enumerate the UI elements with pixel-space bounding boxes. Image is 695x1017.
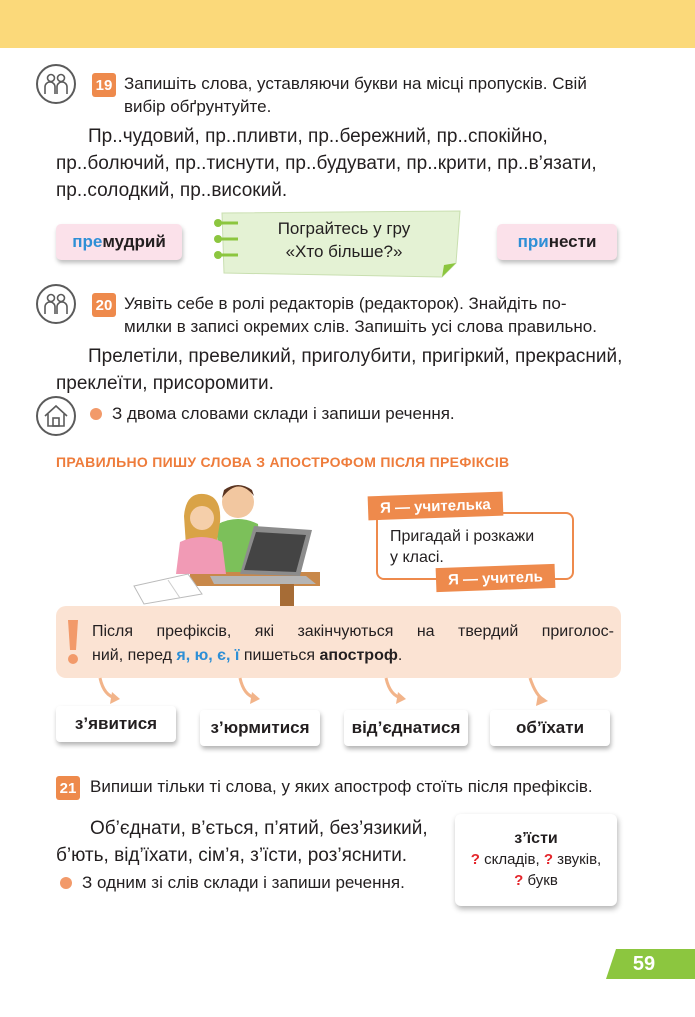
word-rest: нести xyxy=(548,232,597,251)
note-line: Пограйтесь у гру xyxy=(277,219,411,238)
children-laptop-illustration xyxy=(130,476,320,606)
exercise-number: 21 xyxy=(56,776,80,800)
teacher-label-female: Я — учителька xyxy=(368,492,503,521)
rule-text: ний, перед xyxy=(92,647,177,664)
homework-task xyxy=(90,404,455,424)
example-word: об’їхати xyxy=(490,710,610,746)
analysis-line xyxy=(455,870,617,891)
prefix: при xyxy=(517,232,549,251)
rule-line: Після префіксів, які закінчуються на твердий приголос- xyxy=(92,623,614,640)
arrows xyxy=(90,676,570,710)
analysis-text: складів, xyxy=(479,851,544,868)
rule-letters: я, ю, є, ї xyxy=(176,647,240,664)
exercise-instruction xyxy=(124,72,664,118)
page-number-tab xyxy=(606,949,695,979)
exercise-number: 20 xyxy=(92,293,116,317)
subtask-text: З одним зі слів склади і запиши речення. xyxy=(82,873,405,892)
text-line: б’ють, від’їхати, сім’я, з’їсти, роз’яснити. xyxy=(56,845,408,866)
instruction-line: Уявіть себе в ролі редакторів (редакторок). Знайдіть по- xyxy=(124,294,567,313)
top-banner xyxy=(0,0,695,48)
rule-text: пишеться xyxy=(239,647,320,664)
text-line: преклеїти, присоромити. xyxy=(56,373,274,394)
analysis-text: букв xyxy=(523,872,558,889)
pair-work-icon xyxy=(36,284,76,324)
analysis-word: з’їсти xyxy=(514,830,558,847)
question-mark: ? xyxy=(514,872,524,889)
question-mark: ? xyxy=(543,851,553,868)
bullet-dot xyxy=(90,408,102,420)
home-icon xyxy=(36,396,76,436)
note-line: «Хто більше?» xyxy=(285,242,403,261)
exercise-number: 19 xyxy=(92,73,116,97)
game-note xyxy=(216,207,466,279)
word-rest: мудрий xyxy=(102,232,166,251)
text-line: пр..солодкий, пр..високий. xyxy=(56,180,288,201)
teacher-line: Пригадай і розкажи xyxy=(390,528,535,545)
word-chip-prynesty xyxy=(497,224,617,260)
teacher-line: у класі. xyxy=(390,549,444,566)
instruction-line: вибір обґрунтуйте. xyxy=(124,97,272,116)
text-line: Прелетіли, превеликий, приголубити, пригіркий, прекрасний, xyxy=(88,346,623,367)
question-mark: ? xyxy=(470,851,480,868)
teacher-label-male: Я — учитель xyxy=(436,564,556,592)
word-chip-premudryi xyxy=(56,224,182,260)
text-line: Пр..чудовий, пр..пливти, пр..бережний, пр..спокійно, xyxy=(88,126,548,147)
instruction-line: Запишіть слова, уставляючи букви на місці пропусків. Свій xyxy=(124,74,587,93)
homework-text: З двома словами склади і запиши речення. xyxy=(112,404,455,423)
text-line: пр..болючий, пр..тиснути, пр..будувати, пр..крити, пр..в’язати, xyxy=(56,153,597,174)
pair-work-icon xyxy=(36,64,76,104)
rule-line xyxy=(92,644,614,668)
rule-text: . xyxy=(397,647,403,664)
page-number: 59 xyxy=(632,953,656,975)
prefix: пре xyxy=(72,232,103,251)
exercise-instruction: Випиши тільки ті слова, у яких апостроф стоїть після префіксів. xyxy=(90,777,593,796)
instruction-line: милки в записі окремих слів. Запишіть усі слова правильно. xyxy=(124,317,597,336)
analysis-line xyxy=(455,849,617,870)
exercise-subtask xyxy=(60,873,405,893)
bullet-dot xyxy=(60,877,72,889)
exercise-instruction xyxy=(124,292,669,338)
exclamation-icon xyxy=(64,618,82,666)
rule-box xyxy=(56,606,621,678)
rule-keyword: апостроф xyxy=(319,647,398,664)
example-word: від’єднатися xyxy=(344,710,468,746)
example-word: з’явитися xyxy=(56,706,176,742)
text-line: Об’єднати, в’ється, п’ятий, без’язикий, xyxy=(90,818,428,839)
exercise-text xyxy=(56,123,676,204)
exercise-text xyxy=(56,343,676,397)
word-analysis-card xyxy=(455,814,617,906)
analysis-text: звуків, xyxy=(553,851,602,868)
exercise-text xyxy=(56,815,456,869)
section-title: ПРАВИЛЬНО ПИШУ СЛОВА З АПОСТРОФОМ ПІСЛЯ ПРЕФІКСІВ xyxy=(56,454,510,470)
example-word: з’юрмитися xyxy=(200,710,320,746)
